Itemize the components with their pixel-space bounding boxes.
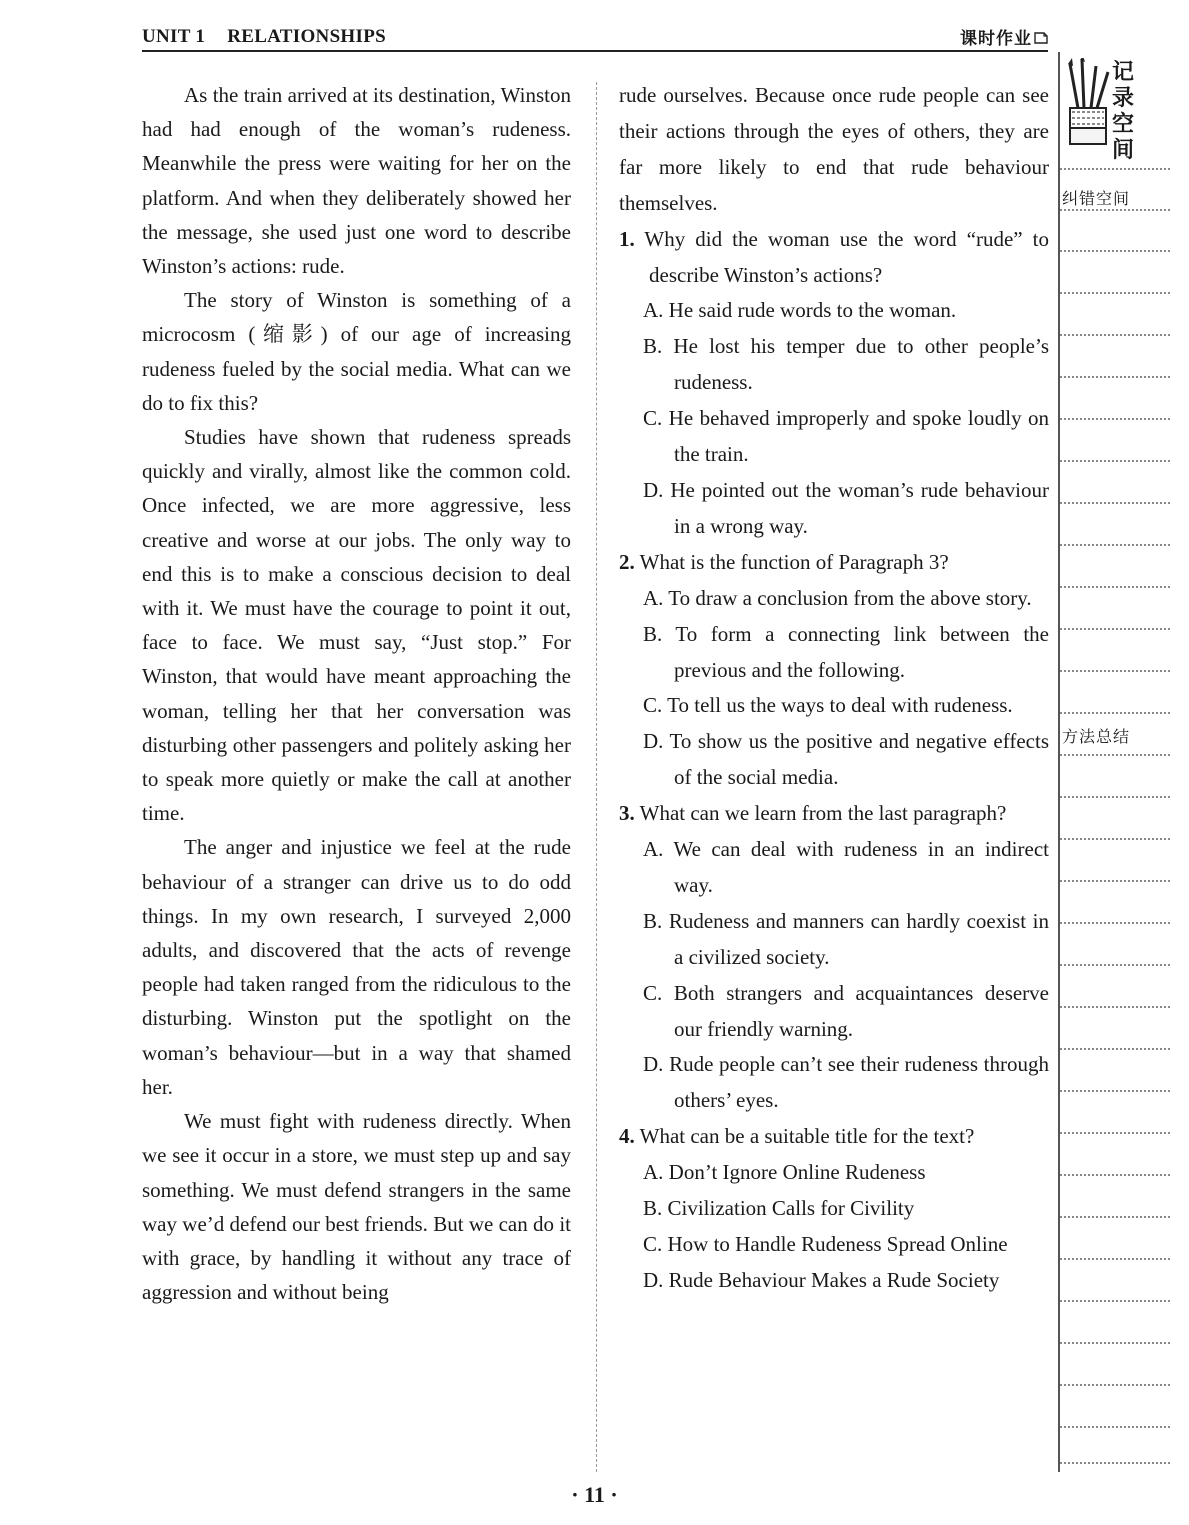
answer-option: C. How to Handle Rudeness Spread Online — [643, 1232, 1008, 1256]
answer-option: A. To draw a conclusion from the above story. — [643, 585, 1032, 610]
note-line — [1060, 1300, 1170, 1302]
unit-topic: RELATIONSHIPS — [227, 26, 386, 47]
question-text: Why did the woman use the word “rude” to describe Winston’s actions? — [644, 226, 1049, 287]
note-line — [1060, 1174, 1170, 1176]
note-line — [1060, 1216, 1170, 1218]
answer-option: B. Civilization Calls for Civility — [643, 1196, 915, 1221]
answer-option: D. To show us the positive and negative effects of the social media. — [643, 729, 1049, 790]
note-line — [1060, 418, 1170, 420]
question-text: What is the function of Paragraph 3? — [639, 549, 949, 574]
page-number-dot: · — [571, 1482, 579, 1507]
answer-option: D. He pointed out the woman’s rude behaviour in a wrong way. — [643, 477, 1049, 538]
note-line — [1060, 586, 1170, 588]
section-title: 课时作业 — [960, 29, 1032, 49]
article-paragraph: Studies have shown that rudeness spreads quickly and virally, almost like the common cold. Once infected, we are more aggressive, less creative and worse at our jobs. The only way to end this is to make a conscious decision to deal with it. We must have the courage to point it out, face to face. We must say, “Just stop.” For Winston, that would have meant approaching the woman, telling her that her conversation was disturbing other passengers and politely asking her to speak more quietly or make the call at another time. — [142, 425, 571, 826]
question-block — [619, 1119, 1049, 1299]
note-line — [1060, 1384, 1170, 1386]
article-right-column — [619, 78, 1049, 1299]
answer-option: B. He lost his temper due to other people’s rudeness. — [643, 334, 1049, 395]
article-paragraph: As the train arrived at its destination, Winston had had enough of the woman’s rudeness. Meanwhile the press were waiting for her on the platform. And when they deliberately showed her the message, she used just one word to describe Winston’s actions: rude. — [142, 83, 571, 279]
note-line — [1060, 964, 1170, 966]
note-line — [1060, 922, 1170, 924]
article-continuation: rude ourselves. Because once rude people can see their actions through the eyes of others, they are far more likely to end that rude behaviour themselves. — [619, 83, 1049, 215]
question-stem — [619, 222, 1049, 294]
answer-option: C. Both strangers and acquaintances deserve our friendly warning. — [643, 980, 1049, 1041]
answer-option: A. He said rude words to the woman. — [643, 298, 957, 323]
question-stem — [619, 1119, 1049, 1155]
logo-title — [1106, 60, 1164, 164]
question-text: What can be a suitable title for the text? — [639, 1124, 975, 1149]
article-left-column — [142, 78, 571, 1309]
note-line — [1060, 544, 1170, 546]
question-number: 2. — [619, 549, 635, 574]
question-stem — [619, 545, 1049, 581]
note-line — [1060, 1090, 1170, 1092]
unit-number: UNIT 1 — [142, 26, 206, 47]
question-number: 4. — [619, 1124, 635, 1149]
answer-option: A. Don’t Ignore Online Rudeness — [643, 1160, 926, 1185]
answer-option: C. He behaved improperly and spoke loudly on the train. — [643, 406, 1049, 467]
question-stem — [619, 796, 1049, 832]
question-number: 3. — [619, 801, 635, 826]
page-number — [0, 1482, 1189, 1508]
page-number-value: 11 — [584, 1482, 605, 1507]
note-line — [1060, 502, 1170, 504]
notes-sidebar — [1058, 52, 1170, 1472]
note-line — [1060, 1342, 1170, 1344]
note-line — [1060, 292, 1170, 294]
note-line — [1060, 754, 1170, 756]
note-line — [1060, 1006, 1170, 1008]
note-line — [1060, 209, 1170, 211]
question-block — [619, 545, 1049, 796]
answer-option: B. Rudeness and manners can hardly coexist in a civilized society. — [643, 908, 1049, 969]
note-line — [1060, 460, 1170, 462]
note-line — [1060, 838, 1170, 840]
question-number: 1. — [619, 226, 635, 251]
note-line — [1060, 168, 1170, 170]
unit-heading — [142, 26, 386, 48]
note-line — [1060, 712, 1170, 714]
article-paragraph: We must fight with rudeness directly. When we see it occur in a store, we must step up and say something. We must defend strangers in the same way we’d defend our best friends. But we can do it with grace, by handling it without any trace of aggression and without being — [142, 1109, 571, 1305]
note-line — [1060, 628, 1170, 630]
answer-option: B. To form a connecting link between the previous and the following. — [643, 621, 1049, 682]
note-line — [1060, 1258, 1170, 1260]
page-corner-icon — [1034, 30, 1048, 44]
error-correction-label: 纠错空间 — [1062, 189, 1131, 208]
column-divider — [596, 82, 597, 1472]
answer-option: D. Rude people can’t see their rudeness through others’ eyes. — [643, 1052, 1049, 1113]
note-line — [1060, 334, 1170, 336]
question-text: What can we learn from the last paragraph? — [639, 801, 1007, 826]
note-line — [1060, 796, 1170, 798]
note-line — [1060, 1462, 1170, 1464]
answer-option: D. Rude Behaviour Makes a Rude Society — [643, 1267, 1000, 1292]
note-line — [1060, 1048, 1170, 1050]
note-line — [1060, 670, 1170, 672]
note-line — [1060, 1132, 1170, 1134]
question-block — [619, 796, 1049, 1119]
question-block — [619, 222, 1049, 545]
page-header — [142, 24, 1048, 50]
note-line — [1060, 250, 1170, 252]
article-paragraph: The anger and injustice we feel at the rude behaviour of a stranger can drive us to do odd things. In my own research, I surveyed 2,000 adults, and discovered that the acts of revenge people had taken ranged from the ridiculous to the disturbing. Winston put the spotlight on the woman’s behaviour—but in a way that shamed her. — [142, 835, 571, 1099]
logo-text: 记录空间 — [1112, 60, 1135, 163]
page-number-dot: · — [610, 1482, 618, 1507]
note-line — [1060, 880, 1170, 882]
answer-option: A. We can deal with rudeness in an indirect way. — [643, 837, 1049, 897]
note-line — [1060, 1426, 1170, 1428]
note-line — [1060, 376, 1170, 378]
article-paragraph: The story of Winston is something of a microcosm (缩影) of our age of increasing rudeness fueled by the social media. What can we do to fix this? — [142, 288, 571, 415]
method-summary-label: 方法总结 — [1062, 727, 1131, 746]
header-rule — [142, 50, 1048, 52]
homework-label — [960, 24, 1048, 49]
answer-option: C. To tell us the ways to deal with rudeness. — [643, 693, 1013, 718]
